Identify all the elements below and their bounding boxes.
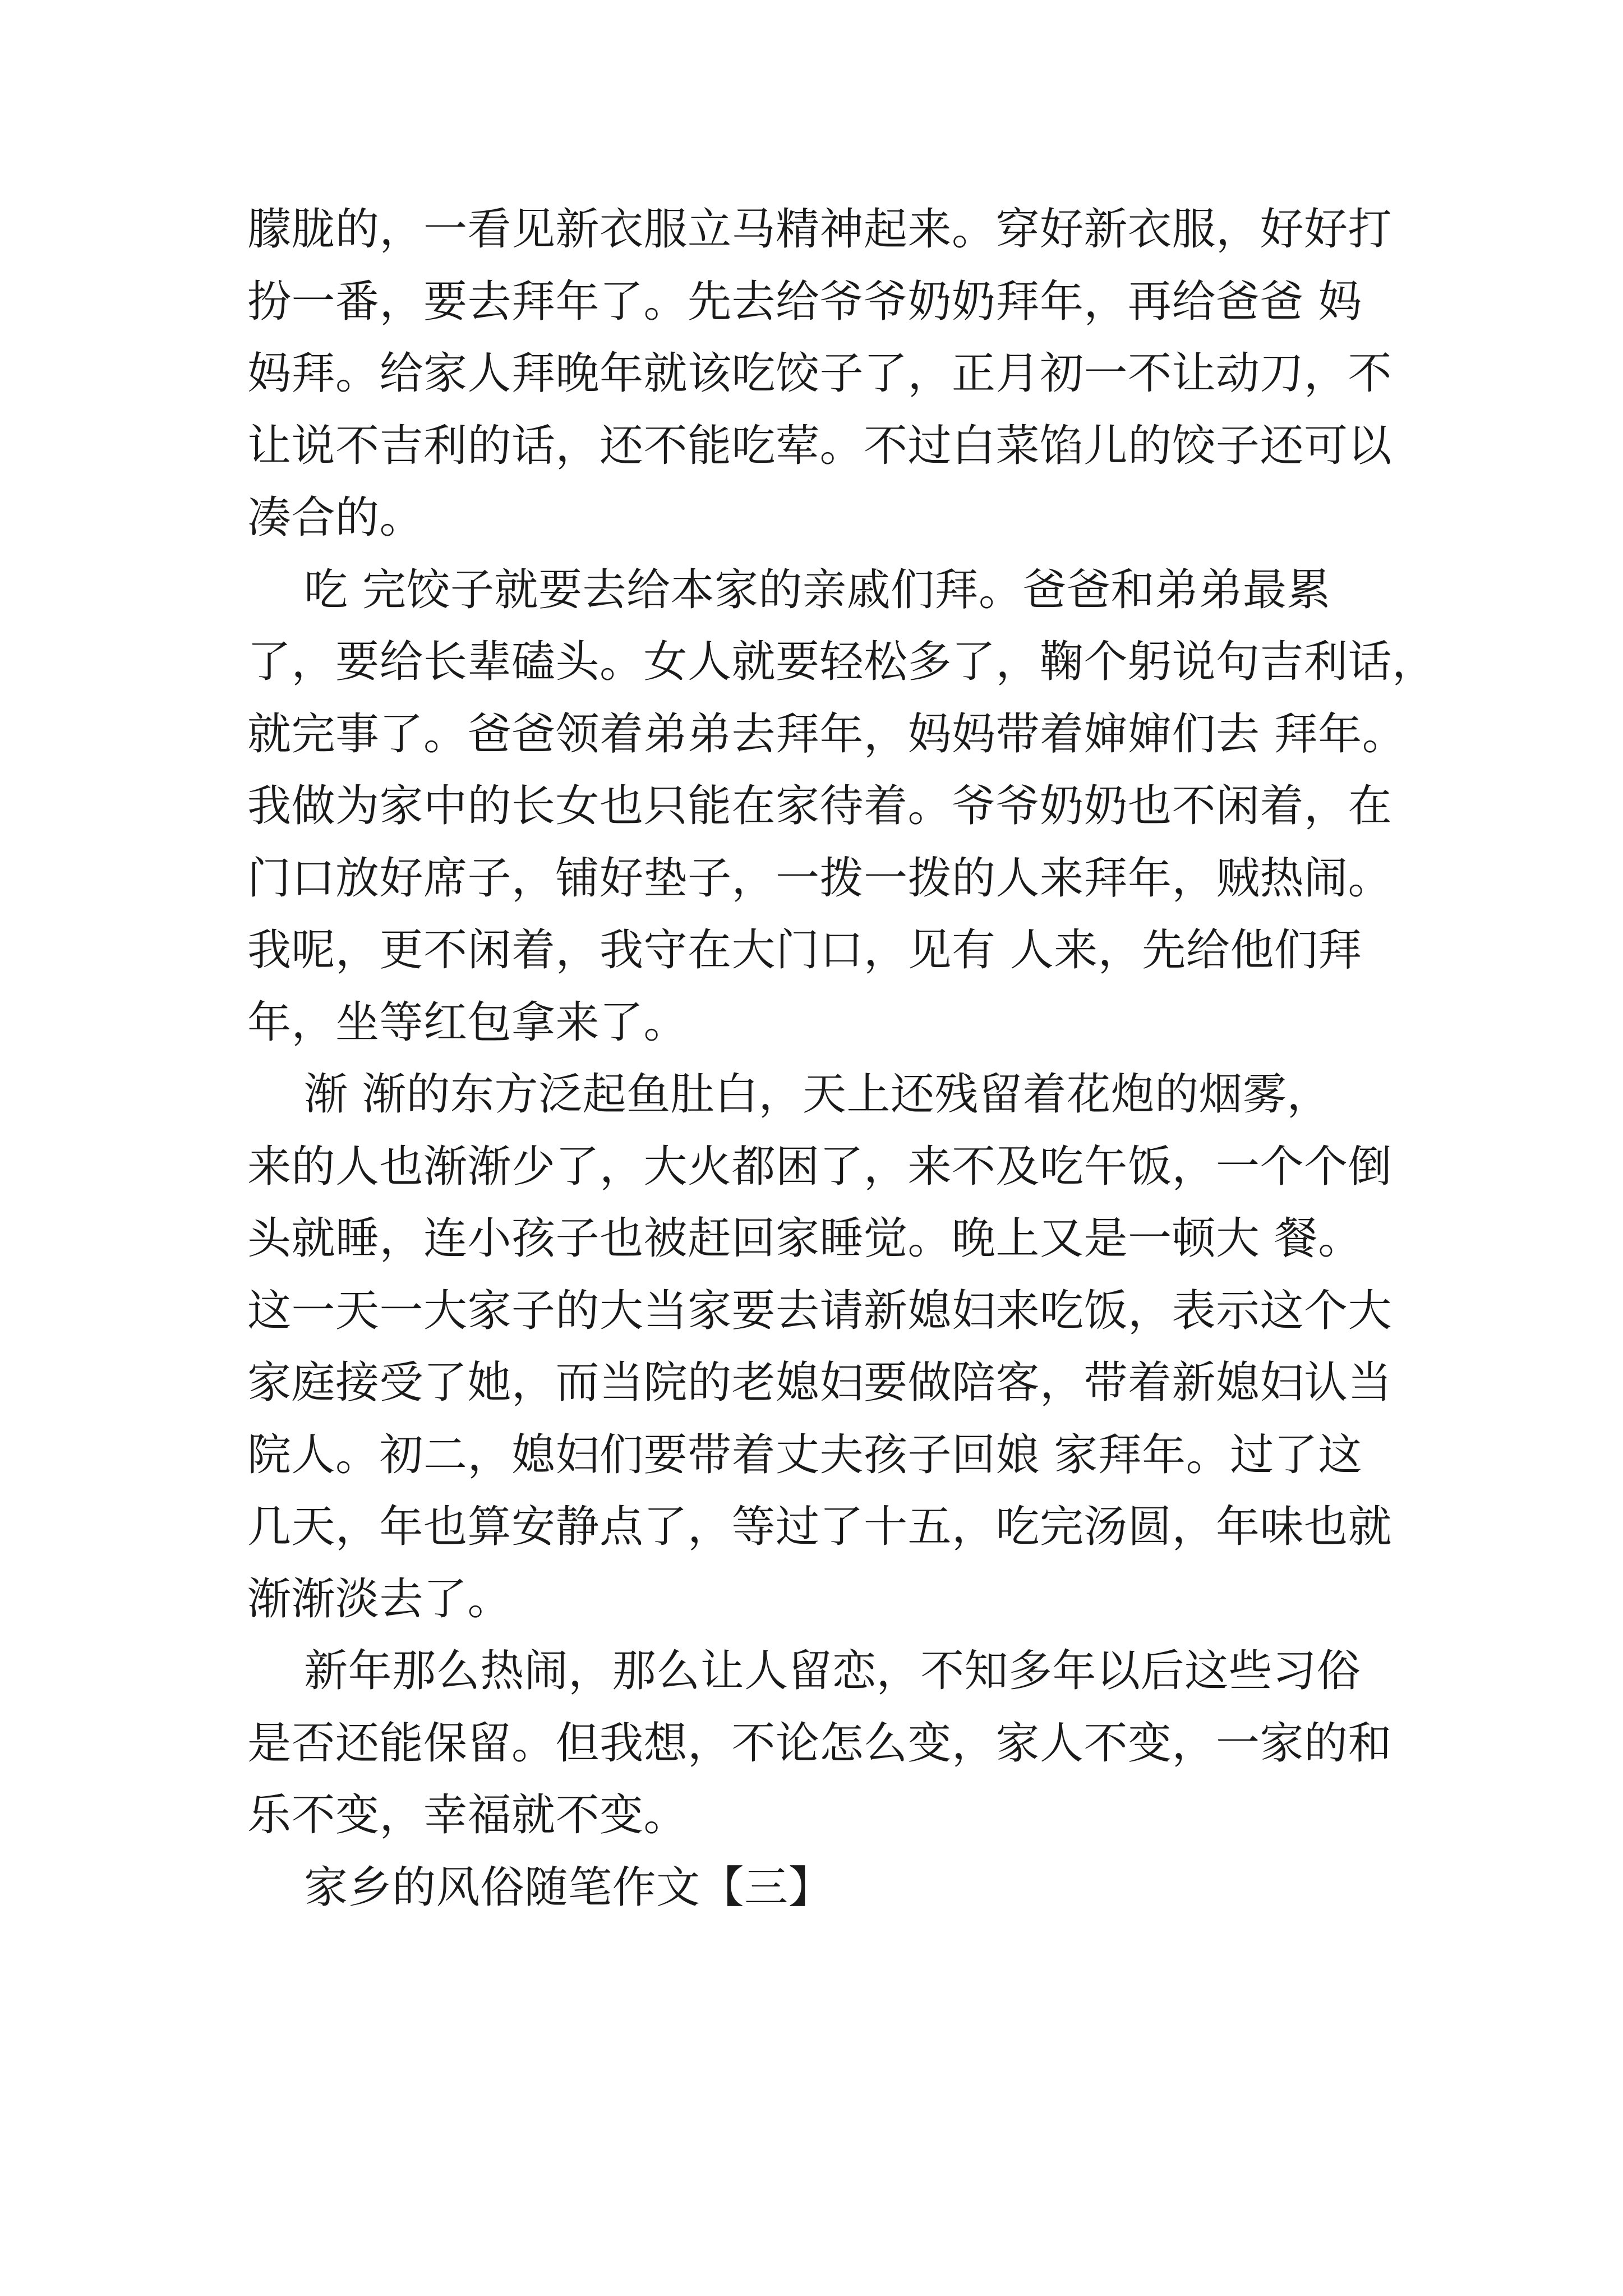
paragraph [247,554,1436,1059]
section-heading [247,1852,1403,1924]
paragraph [247,1059,1403,1635]
text-line: 妈拜。给家人拜晚年就该吃饺子了，正月初一不让动刀，不 [247,348,1393,399]
text-line: 凑合的。 [247,493,424,543]
text-line: 院人。初二，媳妇们要带着丈夫孩子回娘 家拜年。过了这 [247,1429,1362,1480]
body-text [247,194,1436,1924]
paragraph [247,194,1403,554]
text-line: 家乡的风俗随笔作文【三】 [247,1862,833,1913]
text-line: 几天，年也算安静点了，等过了十五，吃完汤圆，年味也就 [247,1502,1393,1552]
text-line: 让说不吉利的话，还不能吃荤。不过白菜馅儿的饺子还可以 [247,420,1393,471]
text-line: 我做为家中的长女也只能在家待着。爷爷奶奶也不闲着，在 [247,781,1393,831]
text-line: 年，坐等红包拿来了。 [247,997,688,1048]
paragraph [247,1635,1403,1852]
text-line: 头就睡，连小孩子也被赶回家睡觉。晚上又是一顿大 餐。 [247,1213,1362,1264]
text-line: 来的人也渐渐少了，大火都困了，来不及吃午饭，一个个倒 [247,1141,1393,1192]
text-line: 家庭接受了她，而当院的老媳妇要做陪客，带着新媳妇认当 [247,1358,1393,1408]
text-line: 这一天一大家子的大当家要去请新媳妇来吃饭，表示这个大 [247,1285,1393,1336]
text-line: 就完事了。爸爸领着弟弟去拜年，妈妈带着婶婶们去 拜年。 [247,708,1407,760]
text-line: 新年那么热闹，那么让人留恋，不知多年以后这些习俗 [247,1646,1361,1696]
text-line: 渐渐淡去了。 [247,1573,512,1625]
text-line: 乐不变，幸福就不变。 [247,1790,688,1841]
text-line: 吃 完饺子就要去给本家的亲戚们拜。爸爸和弟弟最累 [247,564,1331,615]
text-line: 朦胧的，一看见新衣服立马精神起来。穿好新衣服，好好打 [247,204,1393,255]
text-line: 扮一番，要去拜年了。先去给爷爷奶奶拜年，再给爸爸 妈 [247,276,1362,327]
text-line: 了，要给长辈磕头。女人就要轻松多了，鞠个躬说句吉利话， [247,637,1436,687]
text-line: 渐 渐的东方泛起鱼肚白，天上还残留着花炮的烟雾， [247,1069,1331,1120]
text-line: 门口放好席子，铺好垫子，一拨一拨的人来拜年，贼热闹。 [247,853,1393,904]
text-line: 是否还能保留。但我想，不论怎么变，家人不变，一家的和 [247,1718,1393,1769]
text-line: 我呢，更不闲着，我守在大门口，见有 人来，先给他们拜 [247,925,1362,976]
